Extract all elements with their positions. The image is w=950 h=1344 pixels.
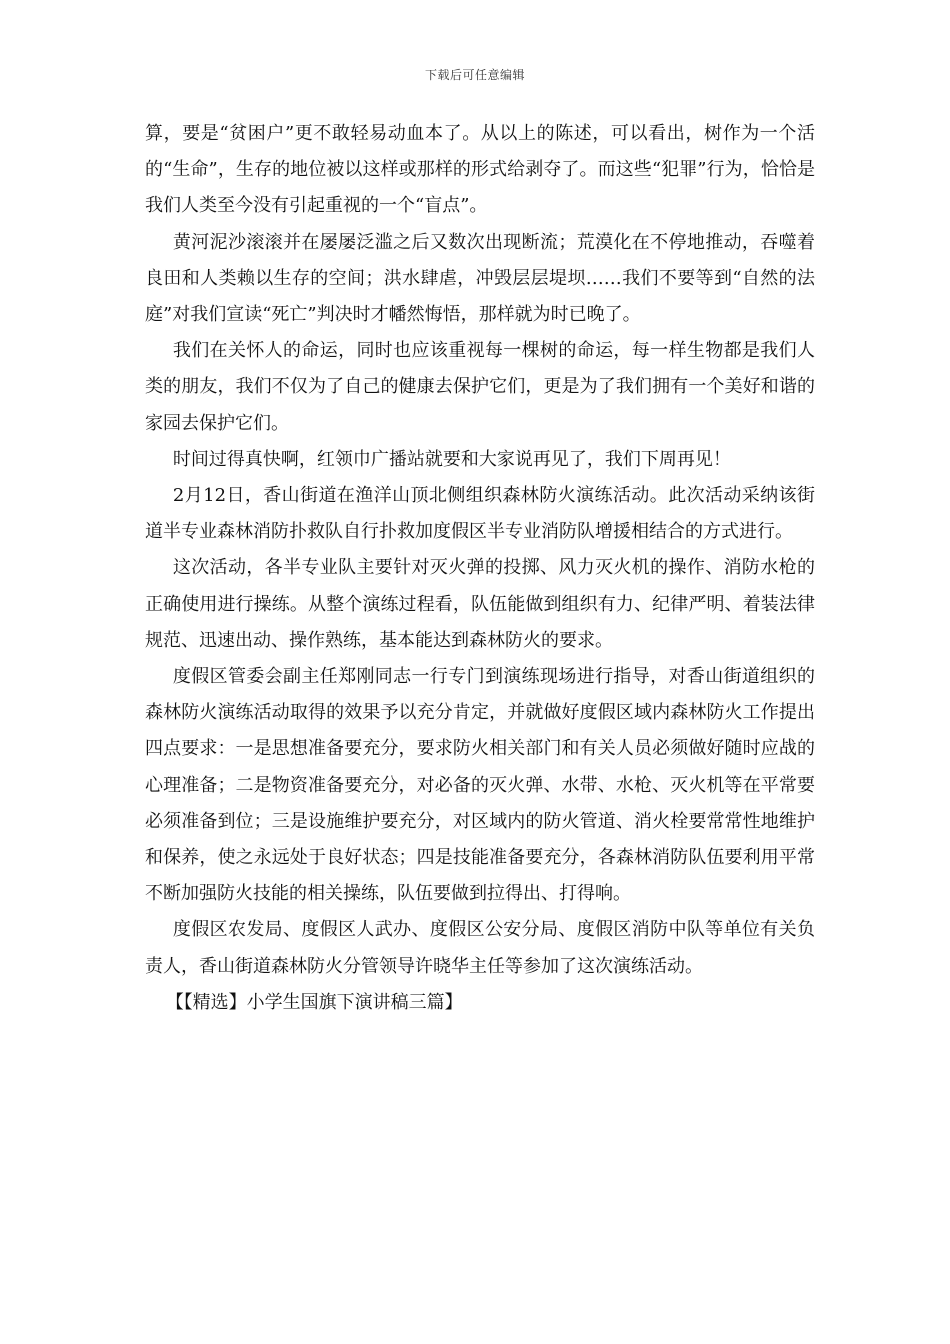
paragraph: 时间过得真快啊，红领巾广播站就要和大家说再见了，我们下周再见！ (172, 448, 731, 470)
paragraph: 我们在关怀人的命运，同时也应该重视每一棵树的命运，每一样生物都是我们人类的朋友，我们不仅为了自己的健康去保护它们，更是为了我们拥有一个美好和谐的家园去保护它们。 (145, 340, 815, 434)
paragraph: 这次活动，各半专业队主要针对灭火弹的投掷、风力灭火机的操作、消防水枪的正确使用进行操练。从整个演练过程看，队伍能做到组织有力、纪律严明、着装法律规范、迅速出动、操作熟练，基本能达到森林防火的要求。 (145, 557, 815, 651)
section-title: 【【精选】小学生国旗下演讲稿三篇】 (165, 991, 463, 1013)
paragraph: 黄河泥沙滚滚并在屡屡泛滥之后又数次出现断流；荒漠化在不停地推动，吞噬着良田和人类赖以生存的空间；洪水肆虐，冲毁层层堤坝……我们不要等到“自然的法庭”对我们宣读“死亡”判决时才幡然悔悟，那样就为时已晚了。 (145, 231, 815, 326)
paragraph: 2月12日，香山街道在渔洋山顶北侧组织森林防火演练活动。此次活动采纳该街道半专业森林消防扑救队自行扑救加度假区半专业消防队增援相结合的方式进行。 (145, 485, 815, 543)
page-header: 下载后可任意编辑 (424, 68, 525, 82)
paragraph: 算，要是“贫困户”更不敢轻易动血本了。从以上的陈述，可以看出，树作为一个活的“生命”，生存的地位被以这样或那样的形式给剥夺了。而这些“犯罪”行为，恰恰是我们人类至今没有引起重视的一个“盲点”。 (145, 123, 815, 217)
document-body (145, 116, 815, 1021)
paragraph: 度假区农发局、度假区人武办、度假区公安分局、度假区消防中队等单位有关负责人，香山街道森林防火分管领导许晓华主任等参加了这次演练活动。 (145, 919, 815, 977)
paragraph: 度假区管委会副主任郑刚同志一行专门到演练现场进行指导，对香山街道组织的森林防火演练活动取得的效果予以充分肯定，并就做好度假区域内森林防火工作提出四点要求：一是思想准备要充分，要求防火相关部门和有关人员必须做好随时应战的心理准备；二是物资准备要充分，对必备的灭火弹、水带、水枪、灭火机等在平常要必须准备到位；三是设施维护要充分，对区域内的防火管道、消火栓要常常性地维护和保养，使之永远处于良好状态；四是技能准备要充分，各森林消防队伍要利用平常不断加强防火技能的相关操练，队伍要做到拉得出、打得响。 (145, 666, 815, 905)
